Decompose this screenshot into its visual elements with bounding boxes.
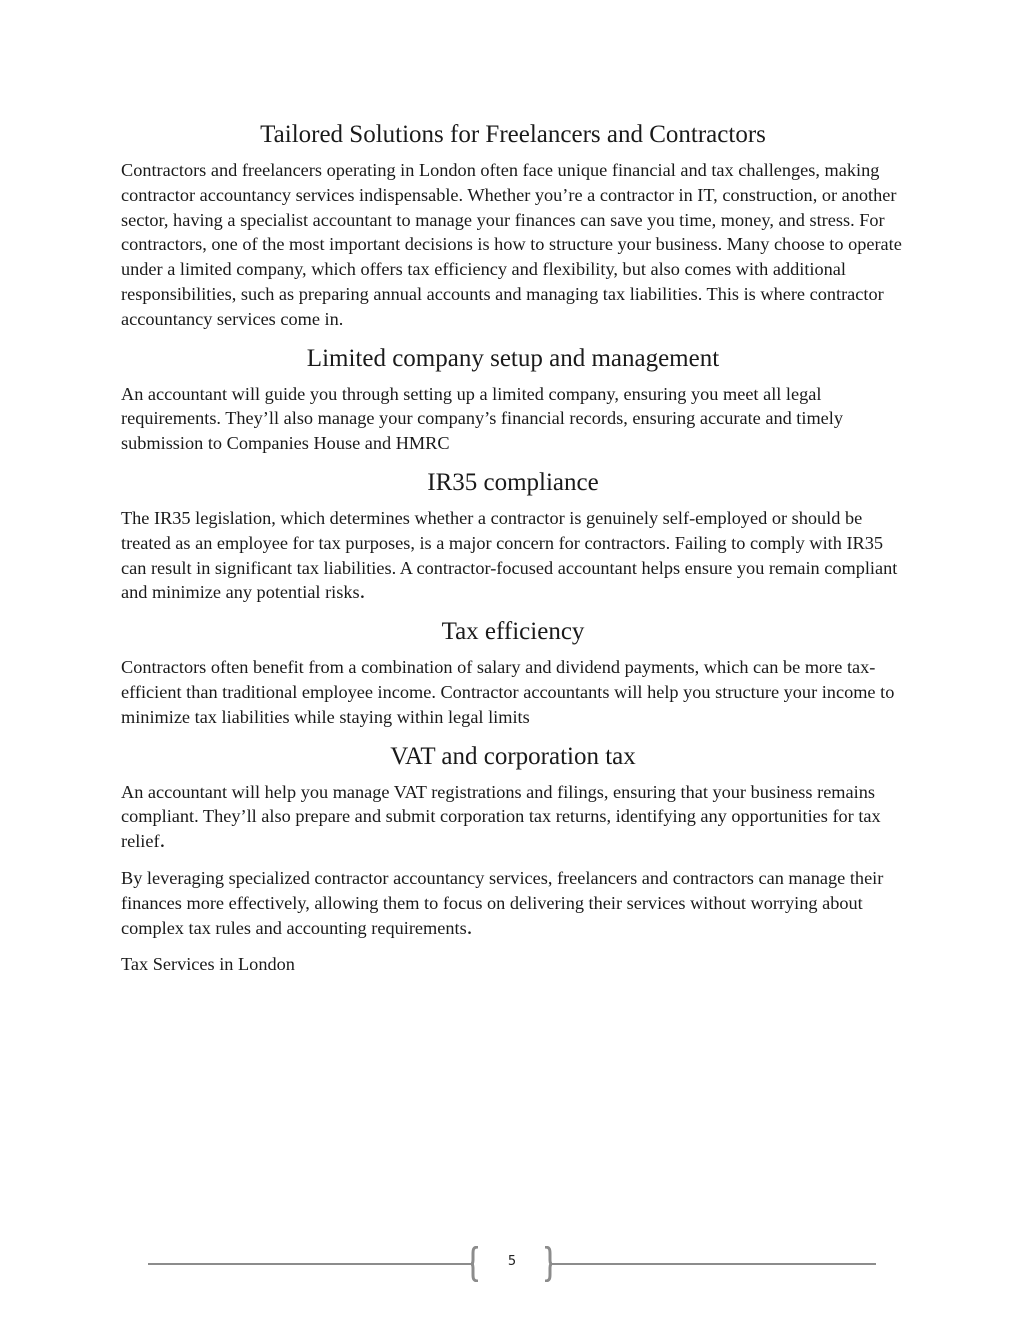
page-content [121, 118, 905, 987]
paragraph-ir35 [121, 506, 905, 605]
paragraph-vat-period: . [159, 827, 166, 853]
section-heading-freelancers: Tailored Solutions for Freelancers and Contractors [260, 121, 766, 148]
paragraph-closing-period: . [466, 913, 473, 939]
section-heading-tax-efficiency: Tax efficiency [441, 618, 585, 646]
section-heading-ir35: IR35 compliance [427, 468, 599, 496]
tax-services-link[interactable]: Tax Services in London [121, 954, 295, 975]
paragraph-vat [121, 780, 905, 854]
paragraph-limited-company: An accountant will guide you through setting up a limited company, ensuring you meet all legal requirements. They’ll also manage your company’s financial records, ensuring accurate and timely submission to Companies House and HMRC [121, 383, 844, 454]
paragraph-closing-text: By leveraging specialized contractor accountancy services, freelancers and contractors can manage their finances more effectively, allowing them to focus on delivering their services without worrying about complex tax rules and accounting requirements [121, 867, 884, 938]
paragraph-ir35-text: The IR35 legislation, which determines whether a contractor is genuinely self-employed or should be treated as an employee for tax purposes, is a major concern for contractors. Failing to comply with IR35 can result in significant tax liabilities. A contractor-focused accountant helps ensure you remain compliant and minimize any potential risks [121, 507, 898, 603]
section-heading-vat: VAT and corporation tax [390, 742, 636, 770]
paragraph-ir35-period: . [359, 578, 366, 604]
paragraph-closing [121, 866, 905, 940]
footer-bracket-left-icon [470, 1246, 480, 1282]
footer-rule-left [148, 1263, 474, 1265]
section-heading-limited-company: Limited company setup and management [306, 344, 720, 372]
paragraph-tax-efficiency: Contractors often benefit from a combination of salary and dividend payments, which can be more tax-efficient than traditional employee income. Contractor accountants will help you structure your income to minimize tax liabilities while staying within legal limits [121, 657, 895, 727]
paragraph-freelancers: Contractors and freelancers operating in London often face unique financial and tax challenges, making contractor accountancy services indispensable. Whether you’re a contractor in IT, construction, or another sector, having a specialist accountant to manage your finances can save you time, money, and stress. For contractors, one of the most important decisions is how to structure your business. Many choose to operate under a limited company, which offers tax efficiency and flexibility, but also comes with additional responsibilities, such as preparing annual accounts and managing tax liabilities. This is where contractor accountancy services come in. [121, 160, 902, 329]
page-number: 5 [507, 1254, 517, 1269]
page-footer [148, 1246, 876, 1282]
footer-rule-right [550, 1263, 876, 1265]
paragraph-vat-text: An accountant will help you manage VAT registrations and filings, ensuring that your business remains compliant. They’ll also prepare and submit corporation tax returns, identifying any opportunities for tax relief [121, 781, 881, 852]
